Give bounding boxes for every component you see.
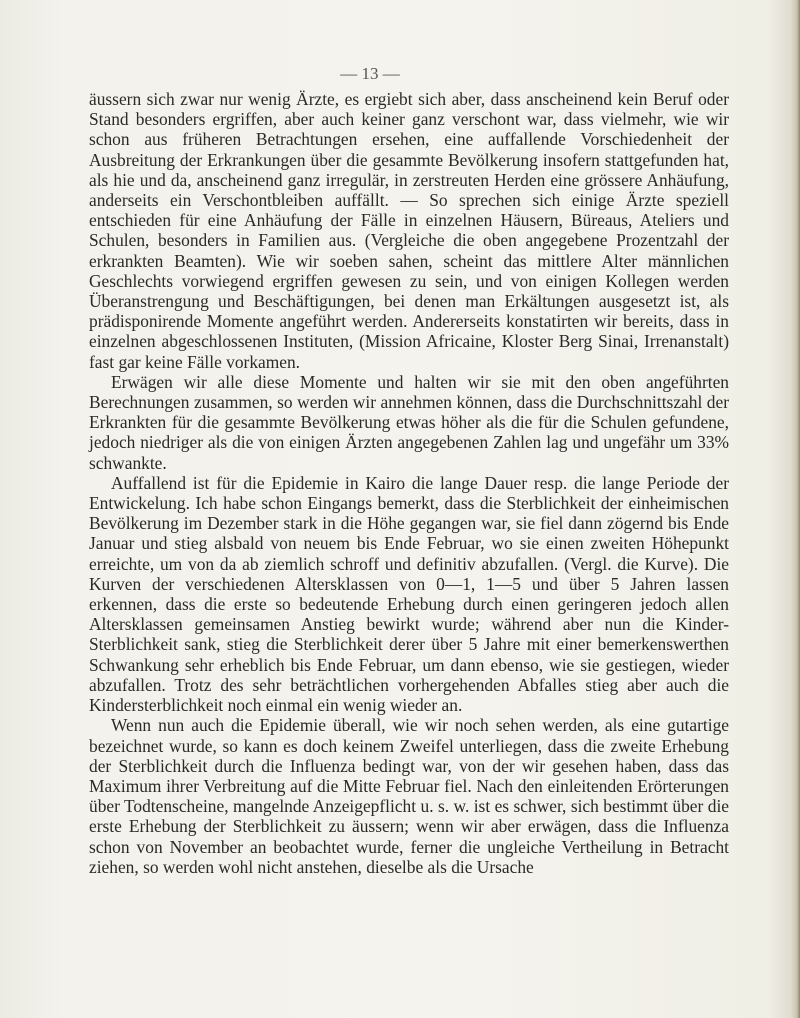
paragraph-4: Wenn nun auch die Epidemie überall, wie wir noch sehen werden, als eine gutartige bezeichnet wurde, so kann es doch keinem Zweifel unterliegen, dass die zweite Erhebung der Sterblichkeit durch die Influenza bedingt war, von der wir gesehen haben, dass das Maximum ihrer Verbreitung auf die Mitte Februar fiel. Nach den einleitenden Erörterungen über Todtenscheine, mangelnde Anzeigepflicht u. s. w. ist es schwer, sich bestimmt über die erste Erhebung der Sterblichkeit zu äussern; wenn wir aber erwägen, dass die Influenza schon von November an beobachtet wurde, ferner die ungleiche Vertheilung in Betracht ziehen, so werden wohl nicht anstehen, dieselbe als die Ursache (89, 715, 729, 877)
paragraph-2: Erwägen wir alle diese Momente und halten wir sie mit den oben angeführten Berechnungen zusammen, so werden wir annehmen können, dass die Durchschnittszahl der Erkrankten für die gesammte Bevölkerung etwas höher als die für die Schulen gefundene, jedoch niedriger als die von einigen Ärzten angegebenen Zahlen lag und ungefähr um 33% schwankte. (89, 371, 729, 473)
paragraph-1: äussern sich zwar nur wenig Ärzte, es ergiebt sich aber, dass anscheinend kein Beruf oder Stand besonders ergriffen, aber auch keiner ganz verschont war, dass vielmehr, wie wir schon aus früheren Betrachtungen ersehen, eine auffallende Vorschiedenheit der Ausbreitung der Erkrankungen über die gesammte Bevölkerung insofern stattgefunden hat, als hie und da, anscheinend ganz irregulär, in zerstreuten Herden eine grössere Anhäufung, anderseits ein Verschontbleiben auffällt. — So sprechen sich einige Ärzte speziell entschieden für eine Anhäufung der Fälle in einzelnen Häusern, Büreaus, Ateliers und Schulen, besonders in Familien aus. (Vergleiche die oben angegebene Prozentzahl der erkrankten Beamten). Wie wir soeben sahen, scheint das mittlere Alter männlichen Geschlechts vorwiegend ergriffen gewesen zu sein, und von einigen Kollegen werden Überanstrengung und Beschäftigungen, bei denen man Erkältungen ausgesetzt ist, als prädisponirende Momente angeführt werden. Andererseits konstatirten wir bereits, dass in einzelnen abgeschlossenen Instituten, (Mission Africaine, Kloster Berg Sinai, Irrenanstalt) fast gar keine Fälle vorkamen. (89, 89, 729, 372)
page-number: — 13 — (340, 64, 400, 83)
page-edge-shadow (790, 0, 800, 1018)
paragraph-3: Auffallend ist für die Epidemie in Kairo die lange Dauer resp. die lange Periode der Entwickelung. Ich habe schon Eingangs bemerkt, dass die Sterblichkeit der einheimischen Bevölkerung im Dezember stark in die Höhe gegangen war, sie fiel dann zögernd bis Ende Januar und stieg alsbald von neuem bis Ende Februar, wo sie einen zweiten Höhepunkt erreichte, um von da ab ziemlich schroff und definitiv abzufallen. (Vergl. die Kurve). Die Kurven der verschiedenen Altersklassen von 0—1, 1—5 und über 5 Jahren lassen erkennen, dass die erste so bedeutende Erhebung durch einen geringeren jedoch allen Altersklassen gemeinsamen Anstieg bewirkt wurde; während aber nun die Kinder-Sterblichkeit sank, stieg die Sterblichkeit derer über 5 Jahre mit einer bemerkenswerthen Schwankung sehr erheblich bis Ende Februar, um dann ebenso, wie sie gestiegen, wieder abzufallen. Trotz des sehr beträchtlichen vorhergehenden Abfalles stieg aber auch die Kindersterblichkeit noch einmal ein wenig wieder an. (89, 472, 729, 716)
body-text (89, 89, 729, 877)
